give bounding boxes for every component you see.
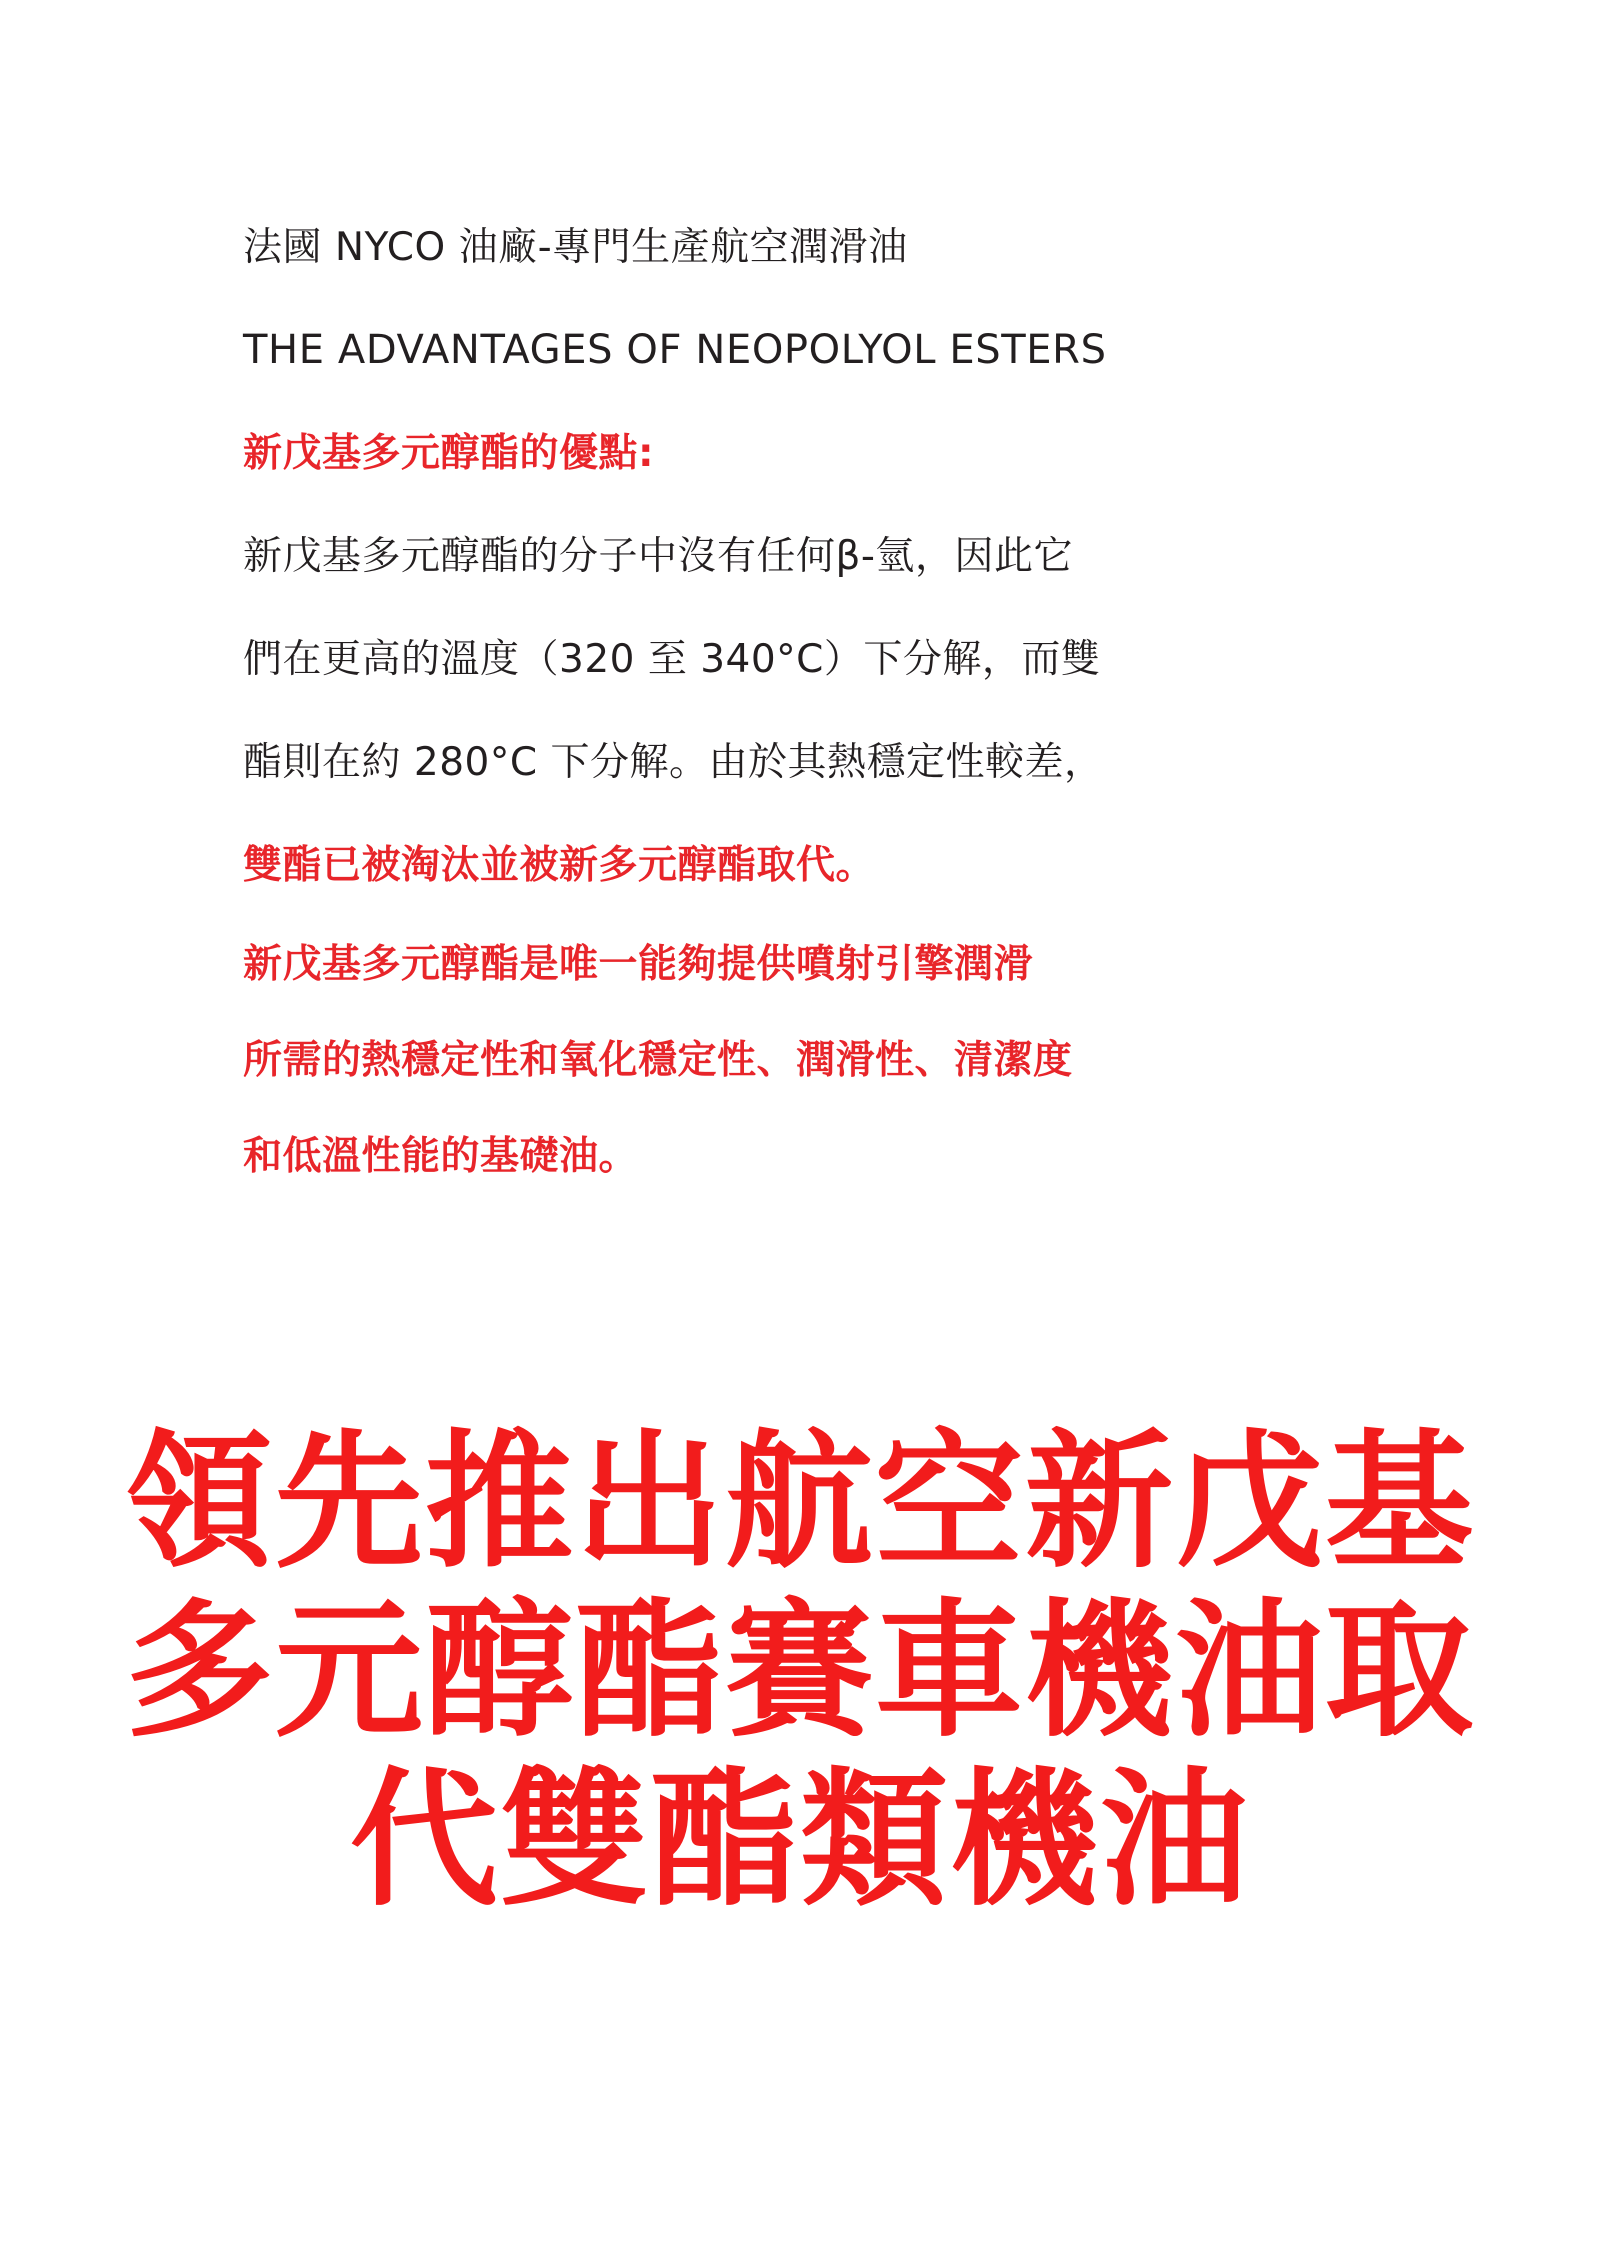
document-subtitle-chinese: 新戊基多元醇酯的優點: [243, 431, 655, 476]
paragraph-red-line-3: 所需的熱穩定性和氧化穩定性、潤滑性、清潔度 [243, 1038, 1073, 1083]
banner-headline [0, 1418, 1600, 1925]
paragraph-red-line-2: 新戊基多元醇酯是唯一能夠提供噴射引擎潤滑 [243, 942, 1034, 987]
banner-line-1: 領先推出航空新戊基 [125, 1416, 1475, 1588]
document-body [243, 196, 1383, 1205]
paragraph-red-line-4: 和低溫性能的基礎油。 [243, 1134, 639, 1179]
paragraph-line-3: 酯則在約 280°C 下分解。由於其熱穩定性較差， [243, 740, 1104, 785]
paragraph-red-line-1: 雙酯已被淘汰並被新多元醇酯取代。 [243, 843, 876, 888]
banner-line-3: 代雙酯類機油 [350, 1754, 1250, 1926]
document-heading-english: THE ADVANTAGES OF NEOPOLYOL ESTERS [243, 327, 1107, 373]
paragraph-line-1: 新戊基多元醇酯的分子中沒有任何β-氫，因此它 [243, 534, 1073, 579]
document-title: 法國 NYCO 油廠-專門生產航空潤滑油 [243, 225, 908, 270]
banner-line-2: 多元醇酯賽車機油取 [125, 1585, 1475, 1757]
paragraph-line-2: 們在更高的溫度（320 至 340°C）下分解，而雙 [243, 637, 1101, 682]
